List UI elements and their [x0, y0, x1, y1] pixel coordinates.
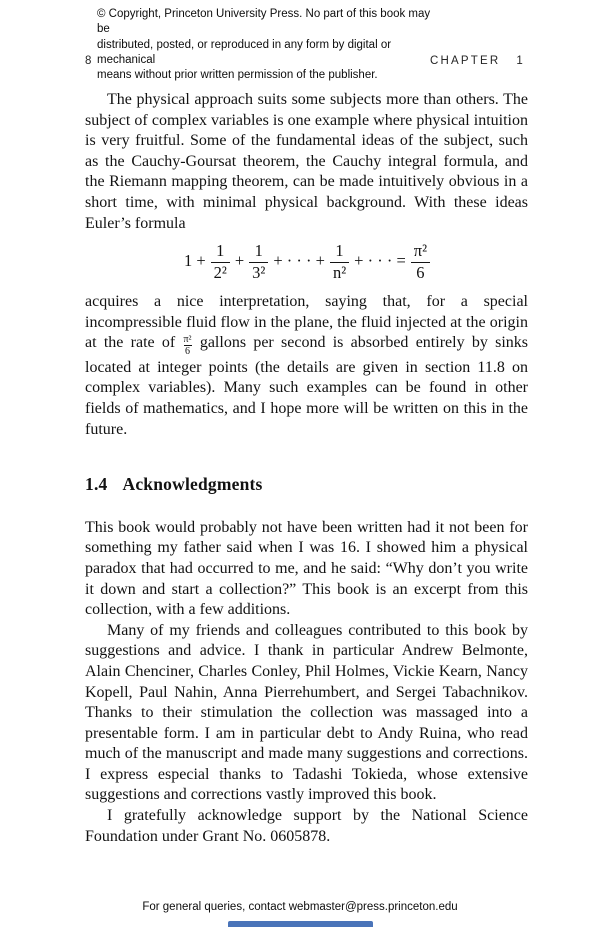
- copyright-line-3: means without prior written permission of the publisher.: [97, 69, 378, 82]
- fraction-1-over-2sq: $\frac{1}{\text{2²}}$: [211, 242, 230, 282]
- paragraph-physical-approach: The physical approach suits some subjects more than others. The subject of complex variables is one example where physical intuition is very fruitful. Some of the fundamental ideas of the subject, such as the Cauchy-Goursat theorem, the Cauchy integral formula, and the Riemann mapping theorem, can be made intuitively obvious in a short time, with minimal physical background. With these ideas Euler’s formula: [85, 91, 528, 232]
- section-title: Acknowledgments: [122, 474, 263, 495]
- fraction-1-over-nsq: $\frac{1}{\text{n²}}$: [330, 242, 349, 282]
- bottom-blue-bar: [228, 921, 373, 927]
- chapter-running-head: [430, 55, 525, 67]
- inline-fraction-pi-squared-over-6: $\frac{\text{π²}}{6}$: [183, 333, 192, 358]
- para2-before-fraction: acquires a nice interpretation, saying that, for a special incompressible fluid flow in the plane, the fluid injected at the origin at the rate of: [85, 293, 528, 352]
- paragraph-friends-colleagues: Many of my friends and colleagues contributed to this book by suggestions and advice. I thank in particular Andrew Belmonte, Alain Chenciner, Charles Conley, Phil Holmes, Vickie Kearn, Nancy Kopell, Paul Nahin, Anna Pierrehumbert, and Sergei Tabachnikov. Thanks to their stimulation the collection was massaged into a presentable form. I am in particular debt to Andy Ruina, who read much of the manuscript and made many suggestions and corrections. I express especial thanks to Tadashi Tokieda, whose extensive suggestions and corrections vastly improved this book.: [85, 621, 528, 804]
- formula-lead: 1 +: [183, 250, 206, 270]
- section-heading-acknowledgments: [85, 474, 528, 495]
- para2-after-fraction: gallons per second is absorbed entirely by sinks located at integer points (the details are given in section 11.8 on complex variables). Many such examples can be found in other fields of mathematics, and I hope more will be written on this in the future.: [85, 334, 529, 438]
- fraction-1-over-3sq: $\frac{1}{\text{3²}}$: [249, 242, 268, 282]
- formula-ellipsis-plus: + · · · +: [273, 250, 325, 270]
- fraction-pi-squared-over-6: $\frac{\text{π²}}{6}$: [411, 242, 430, 282]
- paragraph-fluid-interpretation: [85, 292, 528, 440]
- footer-query-line: For general queries, contact webmaster@press.princeton.edu: [142, 901, 458, 913]
- copyright-line-2: distributed, posted, or reproduced in any form by digital or mechanical: [97, 38, 392, 66]
- formula-plus: +: [234, 250, 245, 270]
- copyright-line-1: © Copyright, Princeton University Press. No part of this book may be: [97, 8, 431, 36]
- running-header: [85, 55, 525, 67]
- paragraph-nsf-grant: I gratefully acknowledge support by the National Science Foundation under Grant No. 0605878.: [85, 807, 528, 845]
- body-text: [85, 90, 528, 847]
- chapter-label: CHAPTER: [430, 55, 501, 67]
- section-number: 1.4: [85, 474, 108, 495]
- formula-ellipsis-equals: + · · · =: [354, 250, 406, 270]
- paragraph-book-origin: This book would probably not have been written had it not been for something my father said when I was 16. I showed him a physical paradox that had occurred to me, and he said: “Why don’t you write it down and start a collection?” This book is an excerpt from this collection, with a few additions.: [85, 518, 528, 619]
- euler-formula: [85, 242, 528, 282]
- chapter-number: 1: [516, 55, 525, 67]
- page-number: 8: [85, 55, 94, 67]
- copyright-notice: [97, 7, 445, 83]
